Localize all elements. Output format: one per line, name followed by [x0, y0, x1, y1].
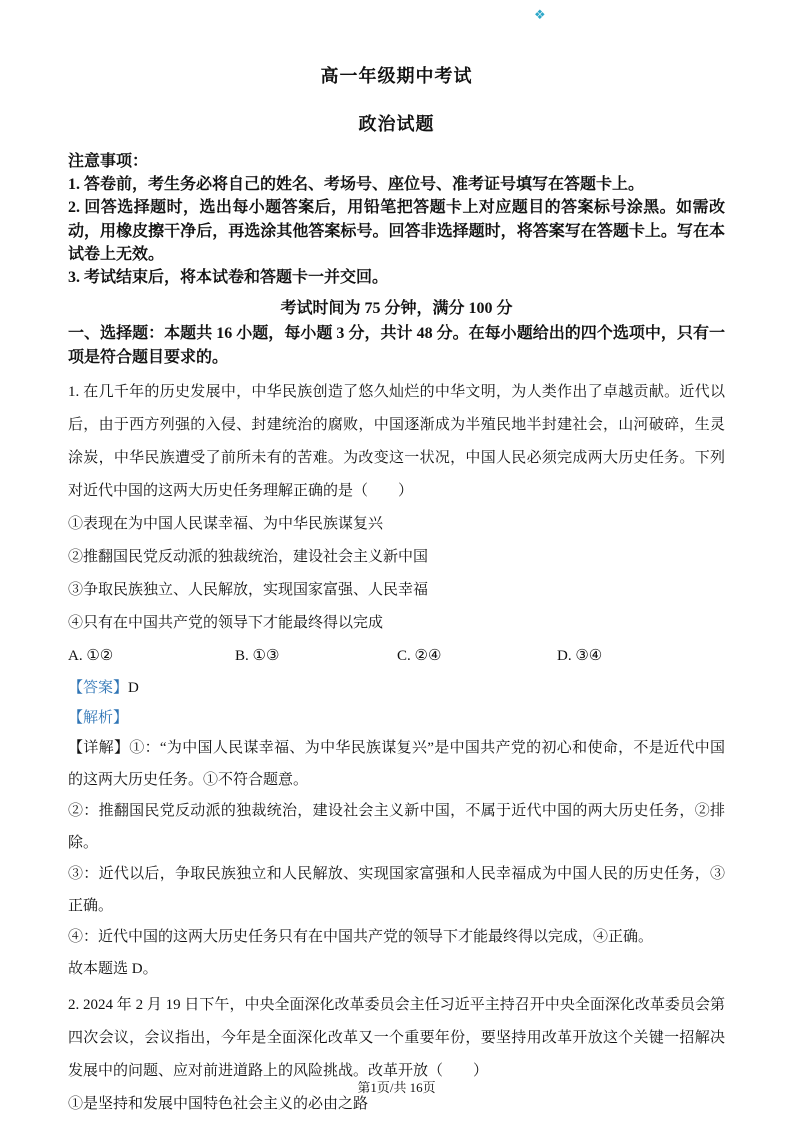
question-1-detail — [68, 733, 725, 985]
detail-line: ③：近代以后，争取民族独立和人民解放、实现国家富强和人民幸福成为中国人民的历史任务，③正确。 — [68, 866, 725, 914]
question-2-stem: 2. 2024 年 2 月 19 日下午，中央全面深化改革委员会主任习近平主持召开中央全面深化改革委员会第四次会议，会议指出，今年是全面深化改革又一个重要年份，要坚持用改革开放这个关键一招解决发展中的问题、应对前进道路上的风险挑战。改革开放（ ） — [68, 997, 725, 1080]
corner-logo-icon: ❖ — [534, 7, 546, 22]
answer-value: D — [128, 680, 139, 697]
notice-item-1: 1. 答卷前，考生务必将自己的姓名、考场号、座位号、准考证号填写在答题卡上。 — [68, 176, 645, 194]
notice-heading: 注意事项： — [68, 153, 149, 170]
choice-b: B. ①③ — [235, 648, 280, 665]
numbered-option: ②推翻国民党反动派的独裁统治，建设社会主义新中国 — [68, 549, 429, 566]
question-1 — [68, 376, 725, 985]
choice-d: D. ③④ — [557, 648, 603, 665]
choice-c: C. ②④ — [397, 648, 442, 665]
answer-label: 【答案】 — [68, 680, 129, 697]
question-2 — [68, 989, 725, 1121]
question-1-stem: 1. 在几千年的历史发展中，中华民族创造了悠久灿烂的中华文明，为人类作出了卓越贡献。近代以后，由于西方列强的入侵、封建统治的腐败，中国逐渐成为半殖民地半封建社会，山河破碎，生灵涂炭，中华民族遭受了前所未有的苦难。为改变这一状况，中国人民必须完成两大历史任务。下列对近代中国的这两大历史任务理解正确的是（ ） — [68, 384, 725, 500]
page-title: 高一年级期中考试 — [320, 66, 473, 86]
detail-line: 【详解】①：“为中国人民谋幸福、为中华民族谋复兴”是中国共产党的初心和使命，不是近代中国的这两大历史任务。①不符合题意。 — [68, 740, 725, 788]
question-1-choices — [68, 640, 725, 673]
detail-line: ④：近代中国的这两大历史任务只有在中国共产党的领导下才能最终得以完成，④正确。 — [68, 929, 654, 946]
page-subtitle: 政治试题 — [358, 114, 435, 134]
question-1-numbered-options — [68, 508, 725, 640]
exam-time-line: 考试时间为 75 分钟，满分 100 分 — [280, 300, 513, 318]
numbered-option: ①是坚持和发展中国特色社会主义的必由之路 — [68, 1096, 369, 1113]
numbered-option: ③争取民族独立、人民解放，实现国家富强、人民幸福 — [68, 582, 429, 599]
detail-line: 故本题选 D。 — [68, 960, 158, 977]
numbered-option: ④只有在中国共产党的领导下才能最终得以完成 — [68, 615, 384, 632]
choice-a: A. ①② — [68, 648, 114, 665]
analysis-line — [68, 703, 725, 733]
notice-item-2: 2. 回答选择题时，选出每小题答案后，用铅笔把答题卡上对应题目的答案标号涂黑。如需改动，用橡皮擦干净后，再选涂其他答案标号。回答非选择题时，将答案写在答题卡上。写在本试卷上无效。 — [68, 199, 725, 263]
section-heading: 一、选择题：本题共 16 小题，每小题 3 分，共计 48 分。在每小题给出的四个选项中，只有一项是符合题目要求的。 — [68, 325, 725, 367]
notice-block — [68, 150, 725, 289]
detail-line: ②：推翻国民党反动派的独裁统治，建设社会主义新中国，不属于近代中国的两大历史任务，②排除。 — [68, 803, 725, 851]
notice-item-3: 3. 考试结束后，将本试卷和答题卡一并交回。 — [68, 268, 389, 286]
page-footer: 第1页/共 16页 — [357, 1080, 436, 1095]
answer-line — [68, 673, 725, 703]
numbered-option: ①表现在为中国人民谋幸福、为中华民族谋复兴 — [68, 516, 384, 533]
analysis-label: 【解析】 — [68, 710, 129, 727]
